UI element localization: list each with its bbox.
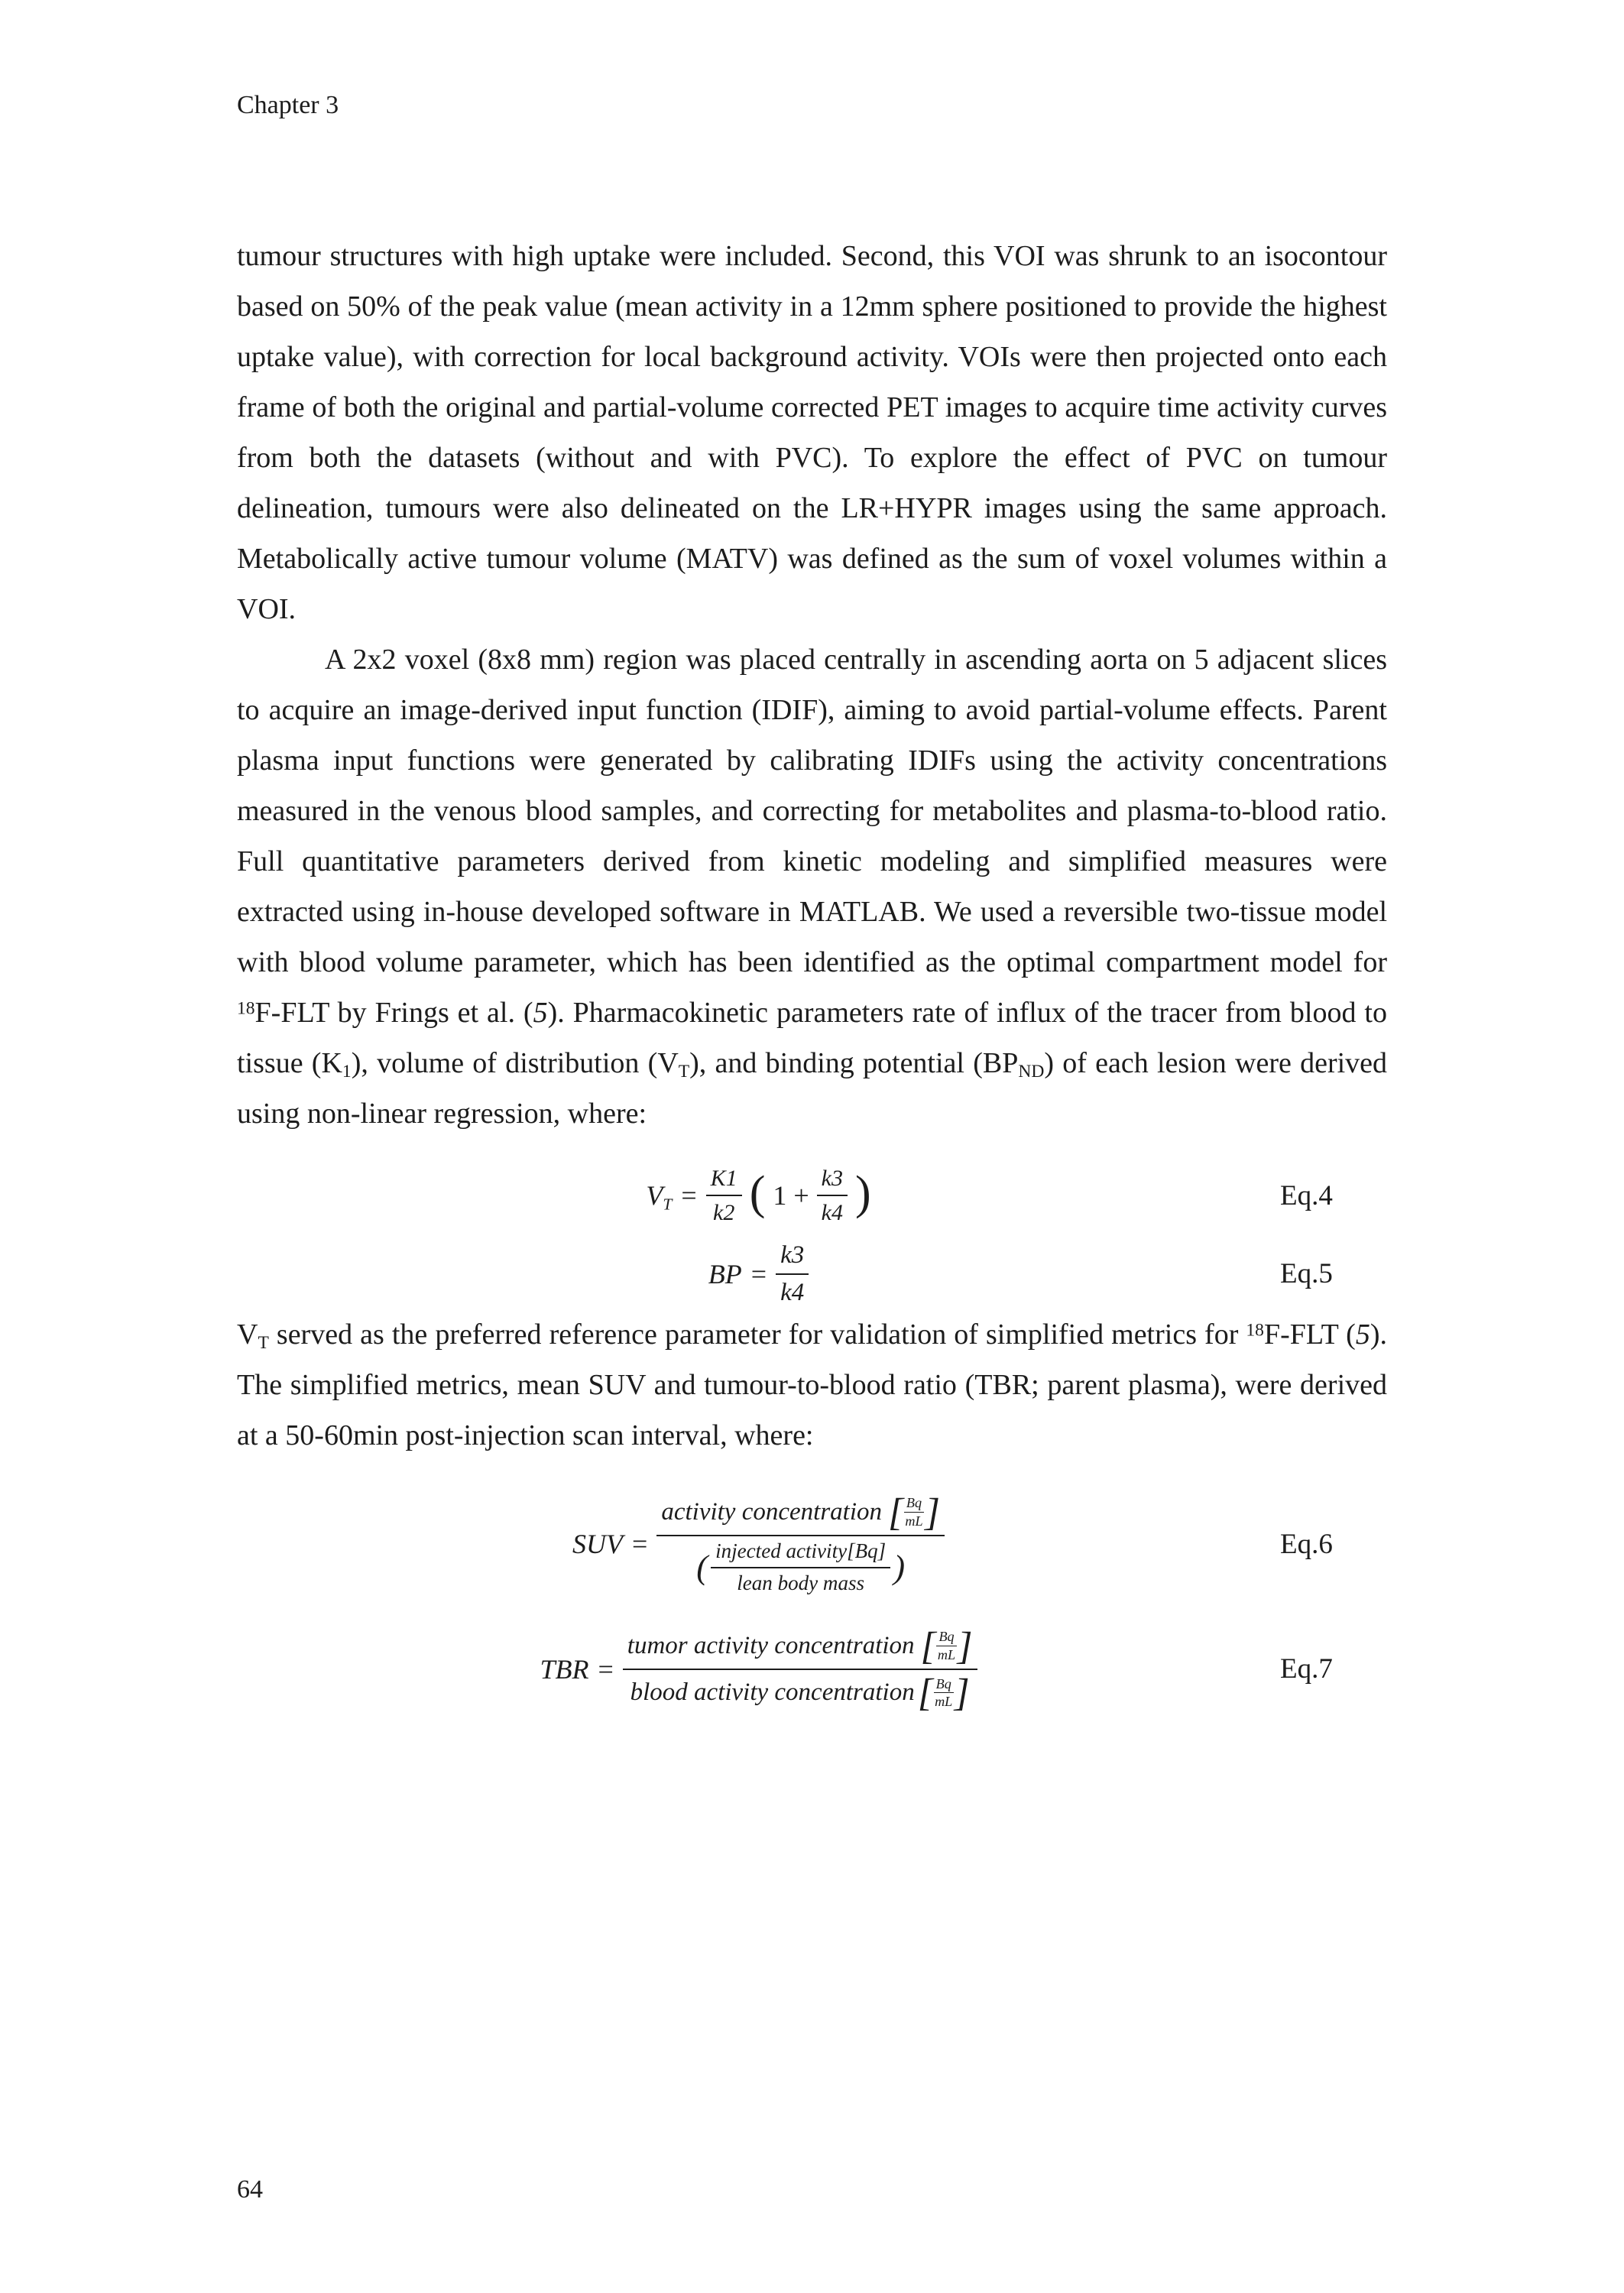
- math-variable: TBR: [540, 1653, 589, 1685]
- unit-bq-per-ml: [888, 1490, 940, 1534]
- fraction-denominator: lean body mass: [737, 1571, 865, 1594]
- unit-denominator: mL: [905, 1513, 923, 1529]
- math-fraction: [817, 1165, 848, 1227]
- open-paren: (: [696, 1548, 708, 1587]
- close-bracket: ]: [954, 1670, 970, 1714]
- fraction-numerator: k3: [776, 1241, 809, 1275]
- math-fraction: [776, 1241, 809, 1308]
- page-body: [237, 231, 1387, 1727]
- math-fraction: [706, 1165, 742, 1227]
- fraction-numerator: injected activity[Bq]: [711, 1539, 890, 1568]
- fraction-numerator: k3: [817, 1165, 848, 1196]
- equals-sign: =: [750, 1258, 767, 1289]
- unit-stack: [934, 1676, 954, 1710]
- open-bracket: [: [920, 1623, 936, 1668]
- math-variable: BP: [708, 1258, 742, 1289]
- close-bracket: ]: [957, 1623, 973, 1668]
- fraction-denominator: k4: [780, 1278, 805, 1306]
- equation-5-label: Eq.5: [1280, 1258, 1333, 1290]
- equation-5-formula: [237, 1241, 1280, 1308]
- math-fraction: [656, 1490, 945, 1596]
- unit-denominator: mL: [937, 1646, 956, 1662]
- math-expression: [646, 1165, 870, 1227]
- math-fraction: [711, 1539, 890, 1596]
- equation-7-formula: [237, 1623, 1280, 1714]
- fraction-denominator: k4: [821, 1200, 843, 1226]
- unit-stack: [936, 1629, 956, 1662]
- equals-sign: =: [632, 1529, 648, 1560]
- numerator-text: activity concentration: [661, 1497, 882, 1526]
- paragraph-1: tumour structures with high uptake were included. Second, this VOI was shrunk to an isocontour based on 50% of the peak value (mean activity in a 12mm sphere positioned to provide the highest uptake value), with correction for local background activity. VOIs were then projected onto each frame of both the original and partial-volume corrected PET images to acquire time activity curves from both the datasets (without and with PVC). To explore the effect of PVC on tumour delineation, tumours were also delineated on the LR+HYPR images using the same approach. Metabolically active tumour volume (MATV) was defined as the sum of voxel volumes within a VOI.: [237, 240, 1387, 625]
- equation-4-formula: [237, 1165, 1280, 1227]
- fraction-numerator: K1: [706, 1165, 742, 1196]
- open-paren: (: [749, 1167, 766, 1220]
- math-fraction: [623, 1623, 977, 1714]
- equation-7-label: Eq.7: [1280, 1653, 1333, 1685]
- equation-4-label: Eq.4: [1280, 1179, 1333, 1211]
- equation-5: [237, 1241, 1387, 1308]
- math-term: 1 +: [773, 1180, 809, 1211]
- chapter-heading: Chapter 3: [237, 91, 339, 119]
- equals-sign: =: [598, 1653, 614, 1685]
- unit-stack: [904, 1495, 924, 1529]
- equation-6-label: Eq.6: [1280, 1528, 1333, 1560]
- math-expression: [708, 1241, 809, 1308]
- denominator-text: blood activity concentration: [630, 1678, 915, 1706]
- math-expression: [572, 1490, 945, 1596]
- math-variable: $V_T$: [646, 1180, 673, 1214]
- equation-6: [237, 1490, 1387, 1596]
- equation-7: [237, 1623, 1387, 1714]
- fraction-numerator: [656, 1490, 945, 1536]
- open-bracket: [: [888, 1490, 903, 1534]
- equation-6-formula: [237, 1490, 1280, 1596]
- fraction-denominator: [692, 1536, 909, 1596]
- close-bracket: ]: [925, 1490, 940, 1534]
- fraction-denominator: [626, 1670, 974, 1712]
- fraction-numerator: [623, 1623, 977, 1670]
- equation-4: [237, 1165, 1387, 1227]
- unit-bq-per-ml: [917, 1670, 970, 1714]
- numerator-text: tumor activity concentration: [627, 1631, 915, 1659]
- paragraph-2: A 2x2 voxel (8x8 mm) region was placed centrally in ascending aorta on 5 adjacent slices to acquire an image-derived input function (IDIF), aiming to avoid partial-volume effects. Parent plasma input functions were generated by calibrating IDIFs using the activity concentrations measured in the venous blood samples, and correcting for metabolites and plasma-to-blood ratio. Full quantitative parameters derived from kinetic modeling and simplified measures were extracted using in-house developed software in MATLAB. We used a reversible two-tissue model with blood volume parameter, which has been identified as the optimal compartment model for $^{18}$F-FLT by Frings et al. (5). Pharmacokinetic parameters rate of influx of the tracer from blood to tissue $(K_1)$, volume of distribution $(V_T)$, and binding potential $(BP_{ND})$ of each lesion were derived using non-linear regression, where:: [237, 644, 1388, 1130]
- fraction-denominator: k2: [713, 1200, 735, 1226]
- math-expression: [540, 1623, 977, 1714]
- unit-bq-per-ml: [920, 1623, 973, 1668]
- close-paren: ): [893, 1548, 906, 1587]
- math-variable: SUV: [572, 1529, 624, 1560]
- unit-numerator: Bq: [936, 1629, 956, 1646]
- unit-denominator: mL: [935, 1693, 953, 1709]
- page-number: 64: [237, 2175, 263, 2204]
- unit-numerator: Bq: [904, 1495, 924, 1512]
- unit-numerator: Bq: [934, 1676, 954, 1693]
- paragraph-3: $V_T$ served as the preferred reference parameter for validation of simplified metrics for $^{18}$F-FLT (5). The simplified metrics, mean SUV and tumour-to-blood ratio (TBR; parent plasma), were derived at a 50-60min post-injection scan interval, where:: [237, 1318, 1387, 1451]
- equals-sign: =: [681, 1180, 697, 1211]
- open-bracket: [: [917, 1670, 933, 1714]
- close-paren: ): [854, 1167, 871, 1220]
